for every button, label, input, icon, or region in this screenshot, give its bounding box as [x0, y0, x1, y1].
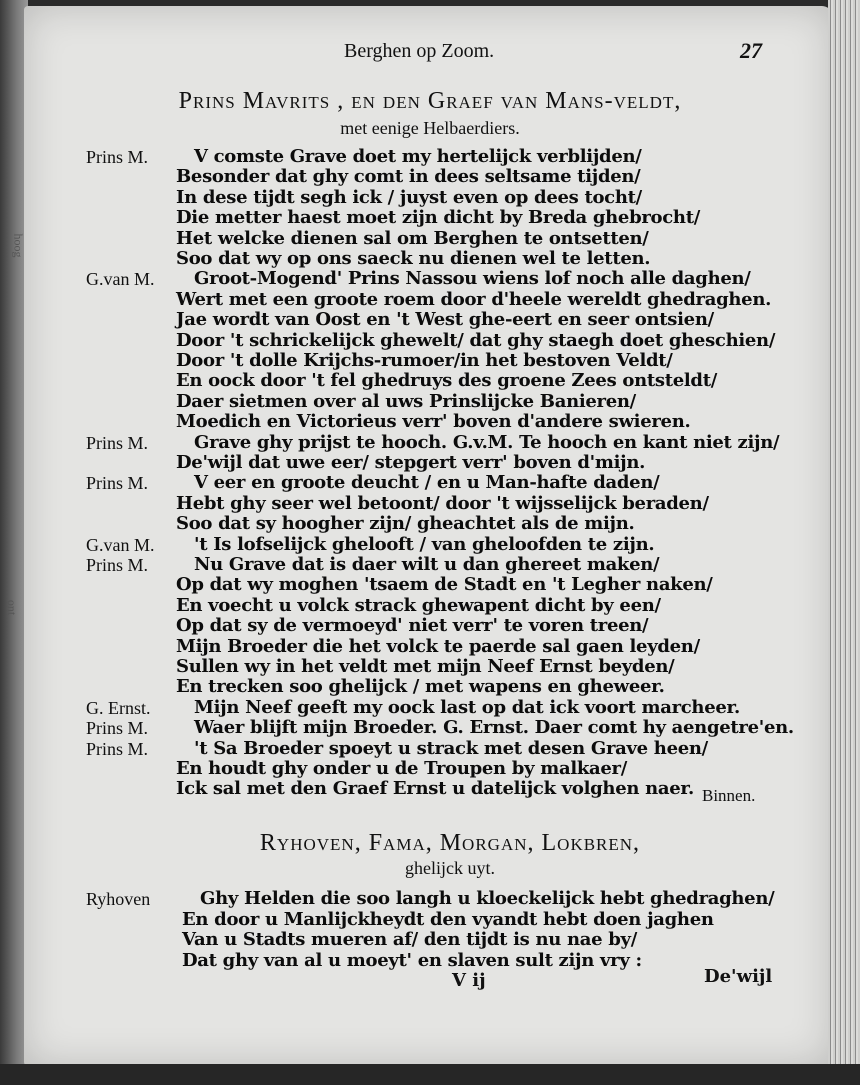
running-title: Berghen op Zoom. — [344, 40, 495, 62]
verse-line: Het welcke dienen sal om Berghen te ontsetten/ — [176, 227, 649, 249]
verse-line: Door 't schrickelijck ghewelt/ dat ghy staegh doet gheschien/ — [176, 329, 776, 351]
scene-1-subtitle: met eenige Helbaerdiers. — [340, 118, 520, 138]
verse-line: Mijn Broeder die het volck te paerde sal gaen leyden/ — [176, 635, 700, 657]
verse-line: Die metter haest moet zijn dicht by Breda ghebrocht/ — [176, 207, 700, 229]
verse-line: En door u Manlijckheydt den vyandt hebt doen jaghen — [182, 908, 714, 930]
verse-line: In dese tijdt segh ick / juyst even op dees tocht/ — [176, 186, 642, 208]
verse-line: V eer en groote deucht / en u Man-hafte daden/ — [194, 472, 660, 494]
margin-bleed-text: hoog — [11, 233, 26, 258]
verse-line: Van u Stadts mueren af/ den tijdt is nu nae by/ — [182, 929, 637, 950]
page-edges-right — [828, 0, 860, 1085]
speaker-label: Ryhoven — [86, 889, 151, 909]
verse-line: 't Is lofselijck ghelooft / van gheloofden te zijn. — [194, 533, 655, 555]
verse-line: En oock door 't fel ghedruys des groene Zees ontsteldt/ — [176, 370, 717, 392]
page-number: 27 — [740, 38, 762, 63]
verse-line: Soo dat sy hoogher zijn/ gheachtet als de mijn. — [176, 513, 635, 535]
verse-line: Hebt ghy seer wel betoont/ door 't wijsselijck beraden/ — [176, 492, 709, 514]
speaker-label: G.van M. — [86, 269, 155, 290]
scene-2-subtitle: ghelijck uyt. — [405, 858, 495, 878]
page-edge-bottom — [0, 1064, 860, 1085]
verse-line: 't Sa Broeder spoeyt u strack met desen Grave heen/ — [194, 737, 708, 759]
verse-line: Ghy Helden die soo langh u kloeckelijck hebt ghedraghen/ — [200, 888, 775, 909]
verse-line: Door 't dolle Krijchs-rumoer/in het bestoven Veldt/ — [176, 350, 673, 371]
verse-line: Grave ghy prijst te hooch. G.v.M. Te hooch en kant niet zijn/ — [194, 431, 780, 453]
stage-direction: Binnen. — [702, 786, 756, 805]
speaker-label: Prins M. — [86, 718, 149, 739]
verse-line: V comste Grave doet my hertelijck verblijden/ — [194, 146, 642, 167]
catchword: De'wijl — [704, 966, 773, 987]
verse-line: Mijn Neef geeft my oock last op dat ick voort marcheer. — [194, 696, 741, 718]
verse-line: Soo dat wy op ons saeck nu dienen wel te letten. — [176, 248, 651, 269]
margin-bleed-text: ont — [5, 599, 20, 616]
verse-line: En voecht u volck strack ghewapent dicht by een/ — [176, 594, 661, 616]
verse-line: Dat ghy van al u moeyt' en slaven sult zijn vry : — [182, 949, 642, 971]
speaker-label: Prins M. — [86, 473, 149, 494]
speaker-label: G.van M. — [86, 534, 155, 555]
verse-line: De'wijl dat uwe eer/ stepgert verr' boven d'mijn. — [176, 452, 646, 473]
verse-line: Nu Grave dat is daer wilt u dan ghereet maken/ — [194, 554, 660, 575]
verse-line: Op dat sy de vermoeyd' niet verr' te voren treen/ — [176, 615, 649, 637]
signature-mark: V ij — [452, 970, 486, 991]
speaker-label: Prins M. — [86, 147, 149, 167]
scene-1-title: Prins Mavrits , en den Graef van Mans-veldt, — [178, 88, 682, 114]
verse-line: Waer blijft mijn Broeder. G. Ernst. Daer comt hy aengetre'en. — [194, 717, 794, 739]
verse-line: En trecken soo ghelijck / met wapens en gheweer. — [176, 676, 665, 698]
verse-line: En houdt ghy onder u de Troupen by malkaer/ — [176, 758, 628, 779]
speaker-label: Prins M. — [86, 432, 149, 453]
scene-2-title: Ryhoven, Fama, Morgan, Lokbren, — [259, 830, 641, 856]
verse-line: Daer sietmen over al uws Prinslijcke Banieren/ — [176, 390, 636, 412]
speaker-label: G. Ernst. — [86, 697, 151, 718]
speaker-label: Prins M. — [86, 555, 149, 575]
verse-line: Op dat wy moghen 'tsaem de Stadt en 't Legher naken/ — [176, 574, 713, 596]
verse-line: Jae wordt van Oost en 't West ghe-eert en seer ontsien/ — [176, 309, 714, 331]
verse-line: Wert met een groote roem door d'heele wereldt ghedraghen. — [176, 288, 772, 310]
verse-line: Sullen wy in het veldt met mijn Neef Ernst beyden/ — [176, 656, 675, 677]
verse-line: Besonder dat ghy comt in dees seltsame tijden/ — [176, 166, 641, 188]
verse-line: Moedich en Victorieus verr' boven d'andere swieren. — [176, 411, 691, 433]
speaker-label: Prins M. — [86, 738, 149, 759]
verse-line: Groot-Mogend' Prins Nassou wiens lof noch alle daghen/ — [194, 268, 751, 290]
verse-line: Ick sal met den Graef Ernst u datelijck volghen naer. — [176, 778, 694, 800]
